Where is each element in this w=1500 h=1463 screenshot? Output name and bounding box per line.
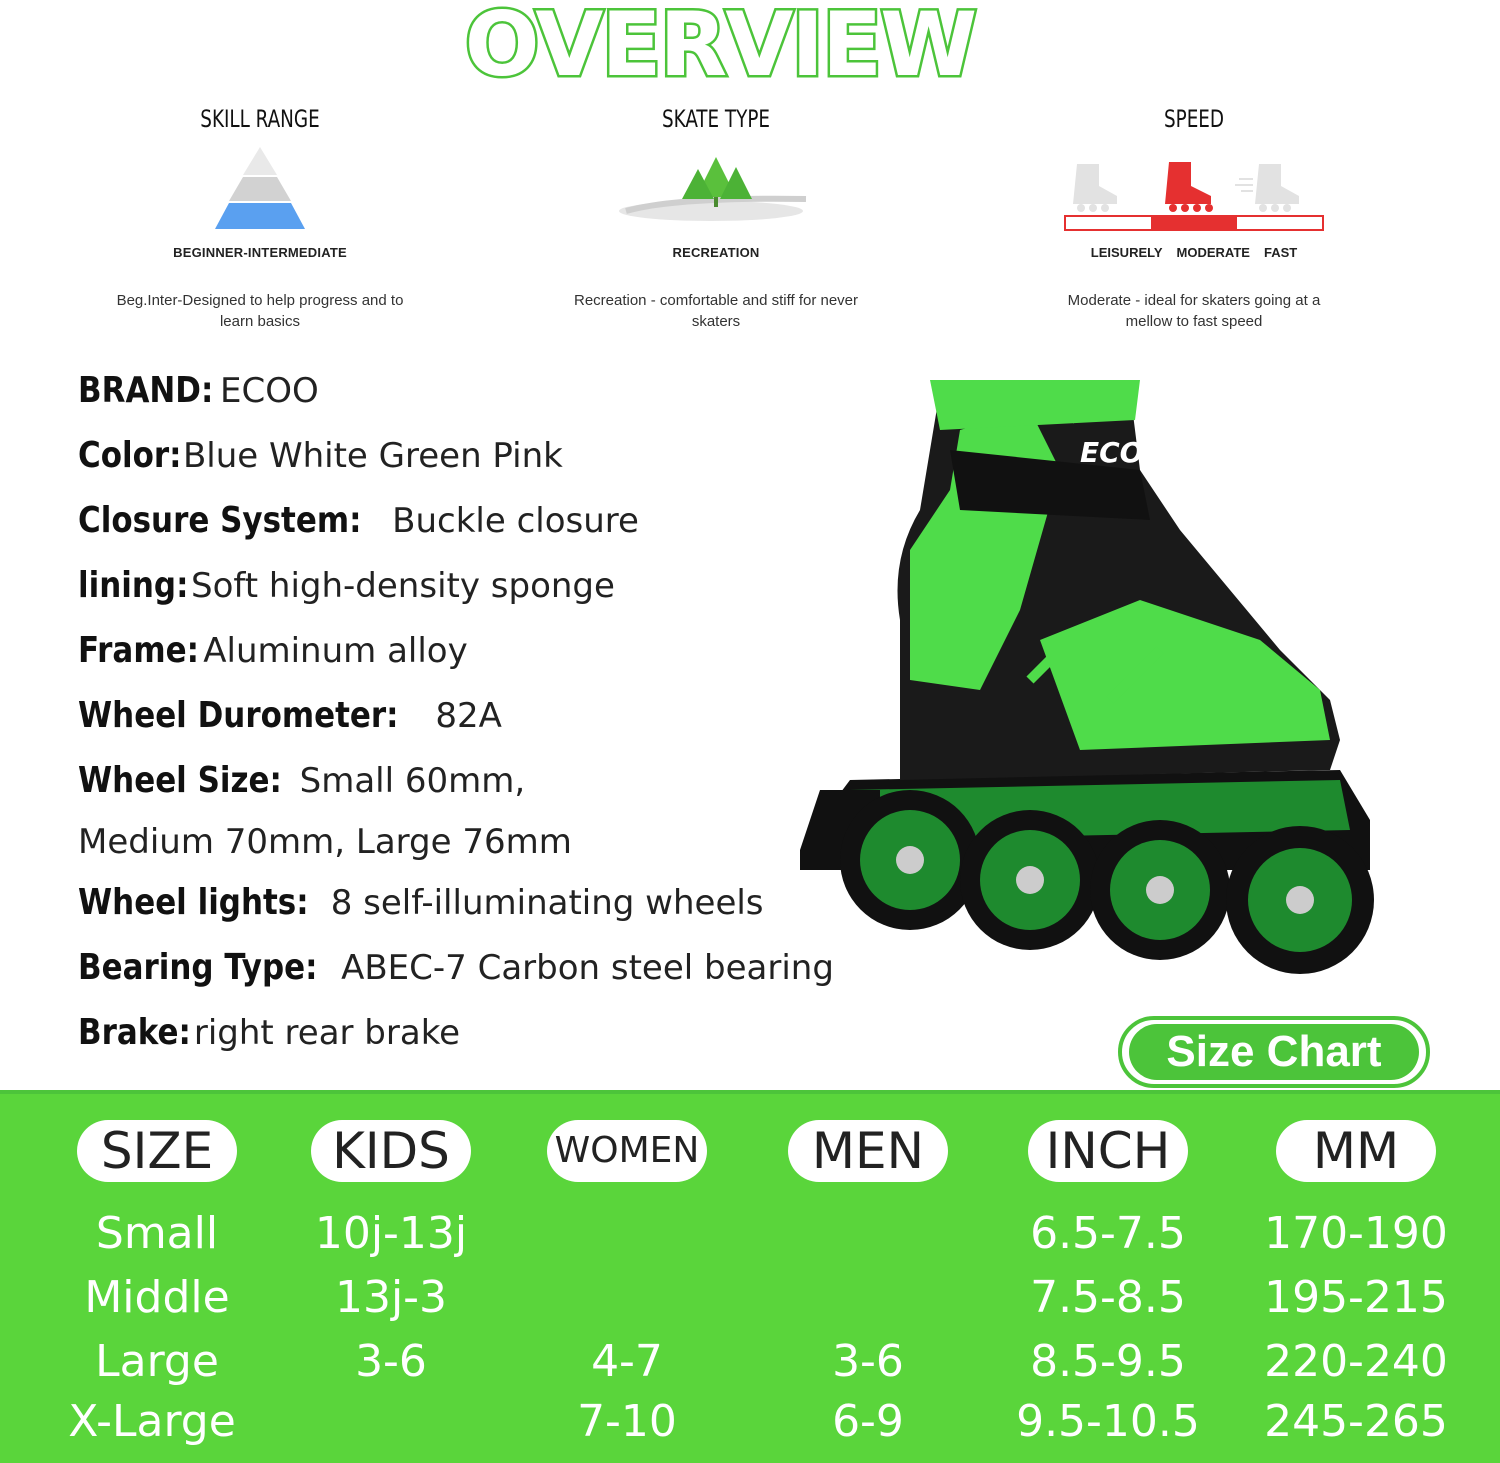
size-chart-label: Size Chart	[1129, 1024, 1419, 1080]
spec-list	[78, 358, 878, 1065]
skill-range-label: BEGINNER-INTERMEDIATE	[173, 245, 347, 260]
header-women: WOMEN	[547, 1120, 707, 1182]
pyramid-icon	[70, 134, 450, 244]
cell-size: Middle	[84, 1272, 230, 1323]
spec-bearing: Bearing Type: ABEC-7 Carbon steel bearing	[78, 947, 834, 988]
cell-kids: 13j-3	[334, 1272, 448, 1323]
cell-size: X-Large	[68, 1396, 236, 1447]
cell-women: 7-10	[577, 1396, 677, 1447]
table-row	[0, 1330, 1500, 1394]
spec-brand: BRAND: ECOO	[78, 370, 319, 411]
cell-kids: 3-6	[355, 1336, 427, 1387]
spec-wheel-lights: Wheel lights: 8 self-illuminating wheels	[78, 882, 764, 923]
cell-mm: 170-190	[1264, 1208, 1448, 1259]
skill-range-panel	[70, 104, 450, 332]
cell-size: Large	[95, 1336, 219, 1387]
table-row	[0, 1266, 1500, 1330]
speed-scale-labels	[1004, 244, 1384, 262]
spec-wheel-size: Wheel Size: Small 60mm,	[78, 760, 526, 801]
cell-inch: 6.5-7.5	[1030, 1208, 1186, 1259]
cell-mm: 245-265	[1264, 1396, 1448, 1447]
cell-women: 4-7	[591, 1336, 663, 1387]
inline-skate-image	[780, 350, 1420, 1000]
spec-wheel-size-cont: Medium 70mm, Large 76mm	[78, 822, 572, 862]
skate-type-heading: SKATE TYPE	[661, 105, 771, 133]
spec-closure: Closure System: Buckle closure	[78, 500, 639, 541]
skill-range-desc: Beg.Inter-Designed to help progress and to learn basics	[116, 292, 404, 330]
page-title: OVERVIEW	[464, 0, 976, 96]
table-row	[0, 1390, 1500, 1454]
spec-brake: Brake: right rear brake	[78, 1012, 461, 1053]
cell-size: Small	[95, 1208, 219, 1259]
cell-inch: 8.5-9.5	[1030, 1336, 1186, 1387]
skate-type-desc: Recreation - comfortable and stiff for never skaters	[573, 292, 859, 330]
cell-mm: 195-215	[1264, 1272, 1448, 1323]
size-chart-header	[0, 1120, 1500, 1184]
cell-mm: 220-240	[1264, 1336, 1448, 1387]
trees-icon	[526, 134, 906, 244]
speed-label-moderate: MODERATE	[1176, 245, 1250, 260]
size-chart-badge	[1118, 1016, 1430, 1088]
speed-label-fast: FAST	[1263, 245, 1298, 260]
header-inch: INCH	[1028, 1120, 1188, 1182]
spec-lining: lining: Soft high-density sponge	[78, 565, 615, 606]
speed-label-leisurely: LEISURELY	[1090, 245, 1163, 260]
header-size: SIZE	[77, 1120, 237, 1182]
speed-icon	[1004, 134, 1384, 244]
table-row	[0, 1202, 1500, 1266]
header-mm: MM	[1276, 1120, 1436, 1182]
spec-frame: Frame: Aluminum alloy	[78, 630, 468, 671]
skate-type-label: RECREATION	[672, 245, 760, 260]
skill-range-heading: SKILL RANGE	[200, 105, 320, 133]
spec-color: Color: Blue White Green Pink	[78, 435, 563, 476]
speed-panel	[1004, 104, 1384, 332]
cell-men: 3-6	[832, 1336, 904, 1387]
skate-type-panel	[526, 104, 906, 332]
cell-inch: 9.5-10.5	[1016, 1396, 1200, 1447]
cell-kids: 10j-13j	[314, 1208, 468, 1259]
cell-inch: 7.5-8.5	[1030, 1272, 1186, 1323]
spec-durometer: Wheel Durometer: 82A	[78, 695, 502, 736]
speed-heading: SPEED	[1163, 105, 1225, 133]
header-men: MEN	[788, 1120, 948, 1182]
cell-men: 6-9	[832, 1396, 904, 1447]
speed-desc: Moderate - ideal for skaters going at a mellow to fast speed	[1067, 292, 1321, 330]
header-kids: KIDS	[311, 1120, 471, 1182]
skate-brand-logo: ECOO	[1080, 436, 1168, 469]
